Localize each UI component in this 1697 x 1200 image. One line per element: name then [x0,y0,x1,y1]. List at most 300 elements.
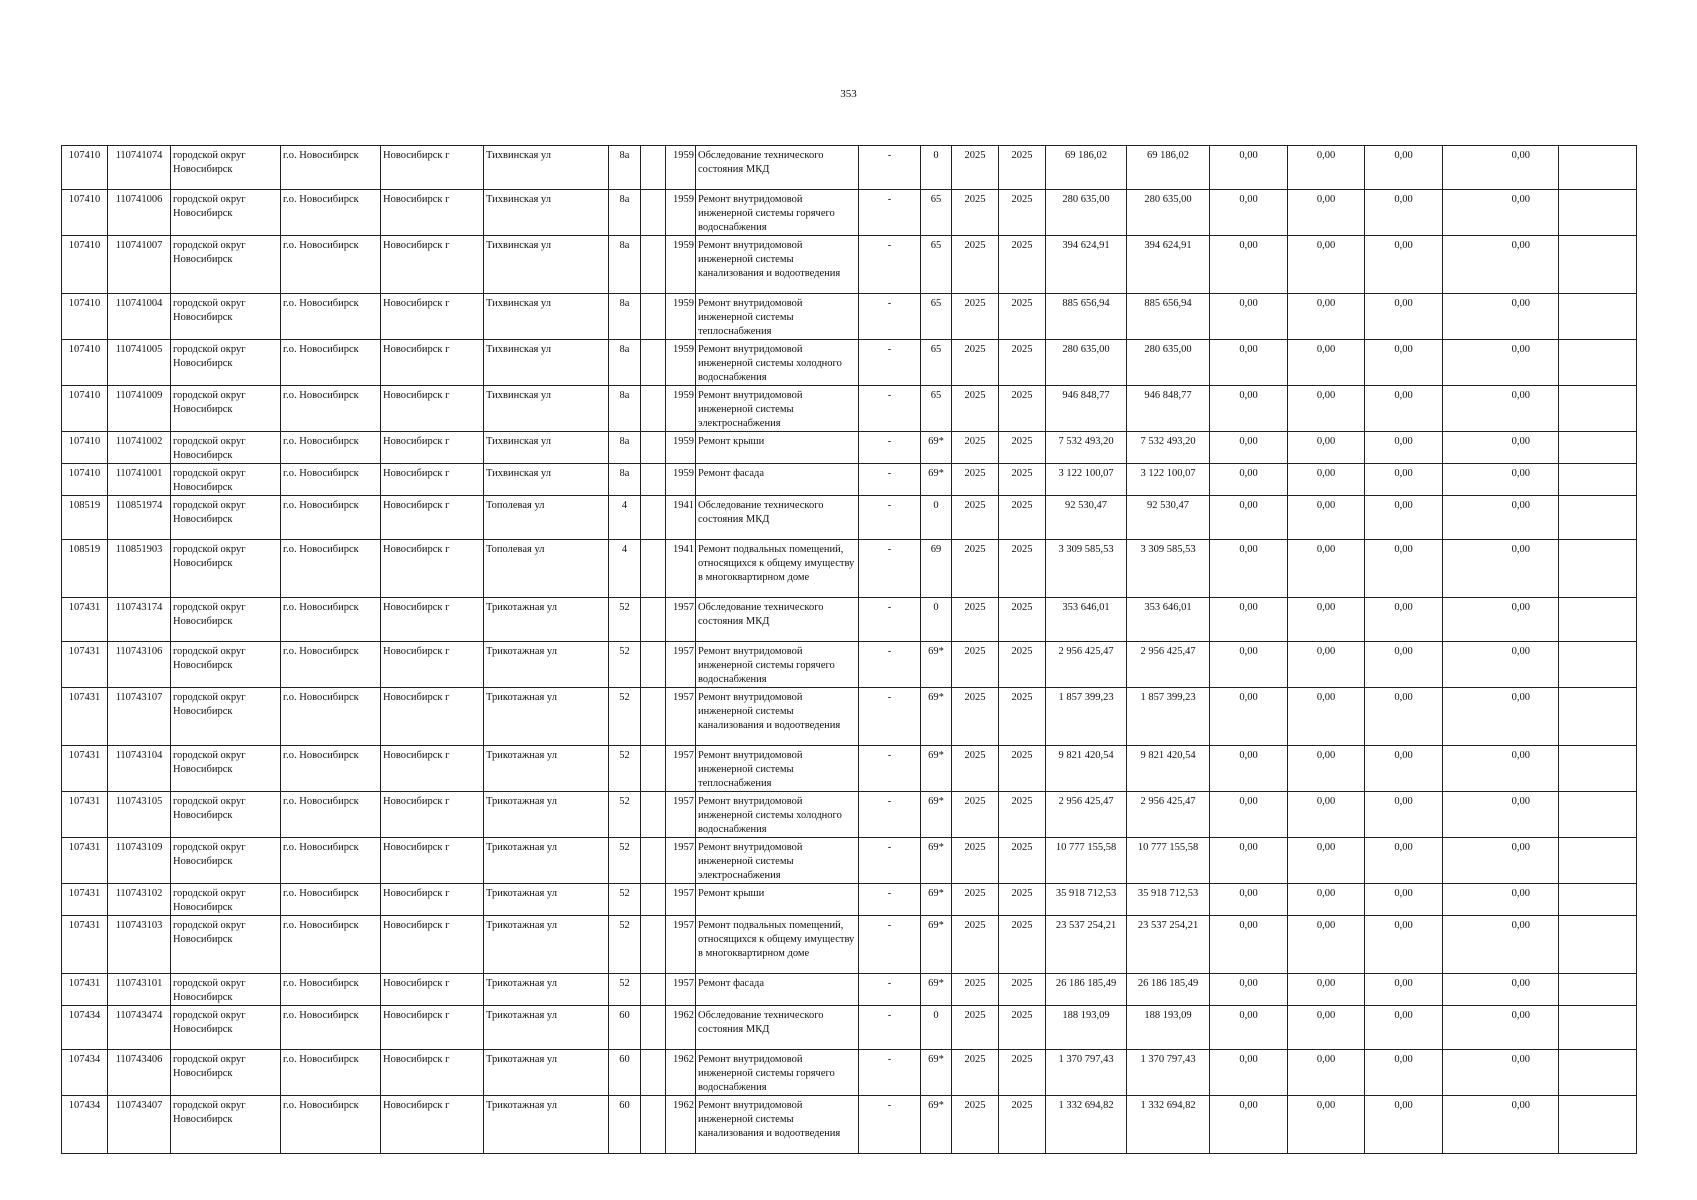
cell-corpus [641,792,666,838]
cell-v2: 0,00 [1288,146,1365,190]
cell-city: Новосибирск г [381,838,484,884]
cell-house: 60 [609,1050,641,1096]
cell-empty [1559,190,1637,236]
cell-district: г.о. Новосибирск [281,340,381,386]
cell-street: Тополевая ул [484,540,609,598]
cell-district: г.о. Новосибирск [281,974,381,1006]
cell-street: Трикотажная ул [484,884,609,916]
cell-v2: 0,00 [1288,598,1365,642]
cell-cost-total: 7 532 493,20 [1046,432,1127,464]
cell-v1: 0,00 [1210,340,1288,386]
cell-code: 110743109 [108,838,171,884]
cell-year-from: 2025 [952,146,999,190]
cell-cost-fund: 280 635,00 [1127,190,1210,236]
cell-v2: 0,00 [1288,464,1365,496]
cell-empty [1559,146,1637,190]
cell-v3: 0,00 [1365,916,1443,974]
cell-year-to: 2025 [999,340,1046,386]
cell-work: Ремонт внутридомовой инженерной системы горячего водоснабжения [696,642,859,688]
cell-cost-total: 1 332 694,82 [1046,1096,1127,1154]
cell-empty [1559,1006,1637,1050]
cell-dash: - [859,464,921,496]
cell-city: Новосибирск г [381,792,484,838]
cell-wear: 65 [921,340,952,386]
cell-id: 107410 [62,146,108,190]
cell-city: Новосибирск г [381,540,484,598]
table-row [62,598,1637,642]
cell-year-to: 2025 [999,598,1046,642]
table-row [62,838,1637,884]
table-row [62,974,1637,1006]
cell-district: г.о. Новосибирск [281,190,381,236]
cell-v2: 0,00 [1288,688,1365,746]
cell-work: Ремонт фасада [696,974,859,1006]
cell-district: г.о. Новосибирск [281,496,381,540]
cell-city: Новосибирск г [381,432,484,464]
cell-city: Новосибирск г [381,464,484,496]
cell-cost-total: 9 821 420,54 [1046,746,1127,792]
cell-year-from: 2025 [952,432,999,464]
cell-id: 107431 [62,598,108,642]
cell-year-from: 2025 [952,688,999,746]
cell-v3: 0,00 [1365,190,1443,236]
cell-year-to: 2025 [999,792,1046,838]
cell-corpus [641,916,666,974]
cell-house: 52 [609,838,641,884]
cell-cost-fund: 7 532 493,20 [1127,432,1210,464]
cell-v2: 0,00 [1288,916,1365,974]
cell-corpus [641,540,666,598]
cell-id: 107431 [62,974,108,1006]
cell-code: 110743102 [108,884,171,916]
cell-v4: 0,00 [1443,642,1559,688]
table-row [62,294,1637,340]
cell-corpus [641,1096,666,1154]
cell-municipality: городской округ Новосибирск [171,838,281,884]
cell-work: Ремонт внутридомовой инженерной системы канализования и водоотведения [696,1096,859,1154]
cell-cost-total: 2 956 425,47 [1046,792,1127,838]
cell-year-from: 2025 [952,598,999,642]
cell-empty [1559,1096,1637,1154]
cell-year: 1957 [666,884,696,916]
cell-v2: 0,00 [1288,642,1365,688]
cell-id: 107410 [62,236,108,294]
cell-empty [1559,386,1637,432]
cell-work: Ремонт фасада [696,464,859,496]
cell-code: 110743406 [108,1050,171,1096]
cell-id: 107410 [62,386,108,432]
cell-v4: 0,00 [1443,236,1559,294]
cell-district: г.о. Новосибирск [281,746,381,792]
registry-body [62,146,1637,1154]
cell-city: Новосибирск г [381,146,484,190]
cell-v3: 0,00 [1365,642,1443,688]
cell-year-from: 2025 [952,340,999,386]
cell-cost-fund: 92 530,47 [1127,496,1210,540]
cell-id: 107434 [62,1050,108,1096]
cell-year: 1957 [666,642,696,688]
cell-code: 110743103 [108,916,171,974]
cell-cost-total: 3 122 100,07 [1046,464,1127,496]
cell-empty [1559,294,1637,340]
cell-v2: 0,00 [1288,540,1365,598]
cell-year-to: 2025 [999,1006,1046,1050]
cell-work: Ремонт подвальных помещений, относящихся к общему имуществу в многоквартирном доме [696,916,859,974]
cell-v4: 0,00 [1443,974,1559,1006]
cell-city: Новосибирск г [381,190,484,236]
cell-dash: - [859,386,921,432]
cell-year-to: 2025 [999,1096,1046,1154]
cell-id: 108519 [62,496,108,540]
cell-house: 8а [609,432,641,464]
cell-year: 1959 [666,340,696,386]
cell-v1: 0,00 [1210,974,1288,1006]
cell-cost-total: 280 635,00 [1046,340,1127,386]
cell-street: Трикотажная ул [484,974,609,1006]
cell-street: Трикотажная ул [484,688,609,746]
cell-cost-fund: 353 646,01 [1127,598,1210,642]
cell-v2: 0,00 [1288,386,1365,432]
cell-municipality: городской округ Новосибирск [171,190,281,236]
cell-v2: 0,00 [1288,236,1365,294]
cell-work: Ремонт внутридомовой инженерной системы горячего водоснабжения [696,190,859,236]
cell-code: 110743474 [108,1006,171,1050]
cell-district: г.о. Новосибирск [281,1096,381,1154]
cell-house: 52 [609,792,641,838]
cell-v1: 0,00 [1210,146,1288,190]
cell-city: Новосибирск г [381,884,484,916]
cell-v3: 0,00 [1365,838,1443,884]
cell-district: г.о. Новосибирск [281,386,381,432]
cell-municipality: городской округ Новосибирск [171,236,281,294]
cell-house: 60 [609,1096,641,1154]
cell-cost-fund: 3 122 100,07 [1127,464,1210,496]
table-row [62,1050,1637,1096]
cell-v4: 0,00 [1443,688,1559,746]
cell-empty [1559,792,1637,838]
cell-city: Новосибирск г [381,386,484,432]
cell-empty [1559,598,1637,642]
cell-cost-total: 353 646,01 [1046,598,1127,642]
table-row [62,190,1637,236]
cell-year-to: 2025 [999,146,1046,190]
cell-code: 110741009 [108,386,171,432]
cell-wear: 69 [921,540,952,598]
cell-v4: 0,00 [1443,432,1559,464]
cell-year: 1957 [666,974,696,1006]
cell-year-to: 2025 [999,386,1046,432]
cell-cost-total: 26 186 185,49 [1046,974,1127,1006]
cell-street: Тополевая ул [484,496,609,540]
cell-id: 107410 [62,294,108,340]
cell-year-from: 2025 [952,1096,999,1154]
cell-year-to: 2025 [999,294,1046,340]
cell-year-to: 2025 [999,746,1046,792]
cell-id: 107431 [62,884,108,916]
cell-year-to: 2025 [999,496,1046,540]
cell-empty [1559,1050,1637,1096]
cell-municipality: городской округ Новосибирск [171,540,281,598]
cell-cost-total: 946 848,77 [1046,386,1127,432]
cell-cost-fund: 280 635,00 [1127,340,1210,386]
cell-year-from: 2025 [952,642,999,688]
cell-id: 107431 [62,688,108,746]
cell-cost-fund: 885 656,94 [1127,294,1210,340]
cell-v2: 0,00 [1288,432,1365,464]
cell-house: 52 [609,974,641,1006]
cell-v4: 0,00 [1443,598,1559,642]
cell-district: г.о. Новосибирск [281,916,381,974]
cell-v4: 0,00 [1443,1096,1559,1154]
cell-municipality: городской округ Новосибирск [171,496,281,540]
cell-dash: - [859,236,921,294]
cell-year: 1941 [666,540,696,598]
cell-municipality: городской округ Новосибирск [171,432,281,464]
cell-year-to: 2025 [999,540,1046,598]
cell-work: Ремонт внутридомовой инженерной системы теплоснабжения [696,746,859,792]
cell-v1: 0,00 [1210,1006,1288,1050]
cell-year-to: 2025 [999,974,1046,1006]
table-row [62,1096,1637,1154]
table-row [62,916,1637,974]
cell-wear: 69* [921,974,952,1006]
cell-district: г.о. Новосибирск [281,432,381,464]
cell-year: 1962 [666,1050,696,1096]
cell-id: 107410 [62,190,108,236]
cell-city: Новосибирск г [381,1050,484,1096]
cell-v4: 0,00 [1443,1050,1559,1096]
cell-city: Новосибирск г [381,1006,484,1050]
cell-street: Тихвинская ул [484,236,609,294]
cell-year: 1959 [666,190,696,236]
cell-code: 110741007 [108,236,171,294]
cell-year: 1957 [666,916,696,974]
cell-wear: 0 [921,1006,952,1050]
table-row [62,540,1637,598]
cell-wear: 0 [921,146,952,190]
cell-year: 1959 [666,146,696,190]
cell-v1: 0,00 [1210,540,1288,598]
cell-dash: - [859,974,921,1006]
cell-wear: 0 [921,598,952,642]
cell-district: г.о. Новосибирск [281,642,381,688]
cell-work: Обследование технического состояния МКД [696,496,859,540]
cell-v1: 0,00 [1210,386,1288,432]
cell-empty [1559,340,1637,386]
cell-dash: - [859,190,921,236]
cell-work: Ремонт подвальных помещений, относящихся к общему имуществу в многоквартирном доме [696,540,859,598]
cell-corpus [641,340,666,386]
cell-v3: 0,00 [1365,974,1443,1006]
cell-v4: 0,00 [1443,792,1559,838]
cell-work: Ремонт внутридомовой инженерной системы канализования и водоотведения [696,688,859,746]
cell-year: 1941 [666,496,696,540]
table-row [62,642,1637,688]
cell-dash: - [859,294,921,340]
cell-code: 110743104 [108,746,171,792]
cell-v3: 0,00 [1365,432,1443,464]
cell-corpus [641,496,666,540]
cell-work: Обследование технического состояния МКД [696,1006,859,1050]
cell-code: 110851903 [108,540,171,598]
cell-work: Ремонт крыши [696,432,859,464]
cell-year-from: 2025 [952,294,999,340]
cell-wear: 69* [921,1050,952,1096]
cell-corpus [641,642,666,688]
cell-district: г.о. Новосибирск [281,688,381,746]
cell-cost-fund: 1 857 399,23 [1127,688,1210,746]
cell-dash: - [859,540,921,598]
cell-year-to: 2025 [999,1050,1046,1096]
cell-cost-total: 280 635,00 [1046,190,1127,236]
cell-v2: 0,00 [1288,340,1365,386]
cell-city: Новосибирск г [381,974,484,1006]
table-row [62,236,1637,294]
cell-v3: 0,00 [1365,688,1443,746]
cell-district: г.о. Новосибирск [281,838,381,884]
cell-corpus [641,688,666,746]
cell-house: 60 [609,1006,641,1050]
cell-year: 1957 [666,688,696,746]
cell-municipality: городской округ Новосибирск [171,974,281,1006]
cell-work: Ремонт внутридомовой инженерной системы горячего водоснабжения [696,1050,859,1096]
cell-cost-fund: 23 537 254,21 [1127,916,1210,974]
cell-year-from: 2025 [952,386,999,432]
cell-street: Трикотажная ул [484,916,609,974]
cell-city: Новосибирск г [381,294,484,340]
cell-id: 107431 [62,746,108,792]
cell-corpus [641,236,666,294]
cell-street: Трикотажная ул [484,642,609,688]
cell-wear: 65 [921,190,952,236]
cell-dash: - [859,598,921,642]
cell-district: г.о. Новосибирск [281,884,381,916]
cell-code: 110743101 [108,974,171,1006]
cell-city: Новосибирск г [381,916,484,974]
cell-house: 4 [609,496,641,540]
cell-dash: - [859,146,921,190]
cell-empty [1559,540,1637,598]
cell-v4: 0,00 [1443,190,1559,236]
cell-wear: 69* [921,688,952,746]
cell-street: Трикотажная ул [484,1006,609,1050]
cell-corpus [641,464,666,496]
cell-v3: 0,00 [1365,598,1443,642]
cell-v4: 0,00 [1443,464,1559,496]
cell-street: Тихвинская ул [484,294,609,340]
cell-dash: - [859,432,921,464]
cell-cost-fund: 10 777 155,58 [1127,838,1210,884]
table-row [62,386,1637,432]
cell-v3: 0,00 [1365,1096,1443,1154]
cell-wear: 69* [921,916,952,974]
cell-v3: 0,00 [1365,340,1443,386]
cell-cost-total: 394 624,91 [1046,236,1127,294]
cell-year-to: 2025 [999,190,1046,236]
cell-dash: - [859,688,921,746]
cell-id: 107434 [62,1096,108,1154]
cell-year: 1957 [666,792,696,838]
cell-id: 107434 [62,1006,108,1050]
cell-district: г.о. Новосибирск [281,598,381,642]
cell-v2: 0,00 [1288,1096,1365,1154]
cell-cost-fund: 188 193,09 [1127,1006,1210,1050]
cell-street: Трикотажная ул [484,746,609,792]
cell-year-to: 2025 [999,838,1046,884]
cell-v4: 0,00 [1443,838,1559,884]
cell-cost-fund: 394 624,91 [1127,236,1210,294]
cell-cost-total: 188 193,09 [1046,1006,1127,1050]
cell-code: 110743107 [108,688,171,746]
cell-year-from: 2025 [952,1006,999,1050]
cell-code: 110743407 [108,1096,171,1154]
cell-v4: 0,00 [1443,746,1559,792]
cell-house: 8а [609,464,641,496]
cell-cost-total: 3 309 585,53 [1046,540,1127,598]
cell-year-from: 2025 [952,190,999,236]
cell-corpus [641,1006,666,1050]
cell-dash: - [859,1006,921,1050]
cell-corpus [641,146,666,190]
cell-house: 52 [609,916,641,974]
cell-v2: 0,00 [1288,838,1365,884]
cell-municipality: городской округ Новосибирск [171,1096,281,1154]
cell-v1: 0,00 [1210,190,1288,236]
cell-v2: 0,00 [1288,746,1365,792]
cell-year: 1959 [666,432,696,464]
cell-v1: 0,00 [1210,792,1288,838]
cell-dash: - [859,1096,921,1154]
cell-empty [1559,236,1637,294]
cell-year: 1957 [666,838,696,884]
cell-year: 1962 [666,1006,696,1050]
cell-work: Ремонт внутридомовой инженерной системы канализования и водоотведения [696,236,859,294]
table-row [62,746,1637,792]
cell-city: Новосибирск г [381,340,484,386]
cell-year-to: 2025 [999,236,1046,294]
cell-city: Новосибирск г [381,1096,484,1154]
cell-corpus [641,386,666,432]
cell-cost-fund: 1 332 694,82 [1127,1096,1210,1154]
cell-wear: 69* [921,884,952,916]
cell-year-to: 2025 [999,916,1046,974]
cell-street: Тихвинская ул [484,340,609,386]
cell-year-from: 2025 [952,464,999,496]
cell-code: 110743106 [108,642,171,688]
cell-wear: 65 [921,294,952,340]
cell-empty [1559,688,1637,746]
cell-v1: 0,00 [1210,688,1288,746]
cell-empty [1559,838,1637,884]
cell-year-to: 2025 [999,432,1046,464]
cell-dash: - [859,642,921,688]
cell-house: 52 [609,884,641,916]
cell-year: 1959 [666,236,696,294]
cell-year-to: 2025 [999,884,1046,916]
cell-cost-fund: 2 956 425,47 [1127,792,1210,838]
cell-cost-total: 69 186,02 [1046,146,1127,190]
cell-empty [1559,916,1637,974]
cell-street: Трикотажная ул [484,598,609,642]
cell-municipality: городской округ Новосибирск [171,688,281,746]
cell-v3: 0,00 [1365,746,1443,792]
cell-municipality: городской округ Новосибирск [171,792,281,838]
cell-v3: 0,00 [1365,294,1443,340]
cell-house: 52 [609,746,641,792]
cell-v4: 0,00 [1443,340,1559,386]
cell-cost-fund: 2 956 425,47 [1127,642,1210,688]
cell-house: 8а [609,386,641,432]
